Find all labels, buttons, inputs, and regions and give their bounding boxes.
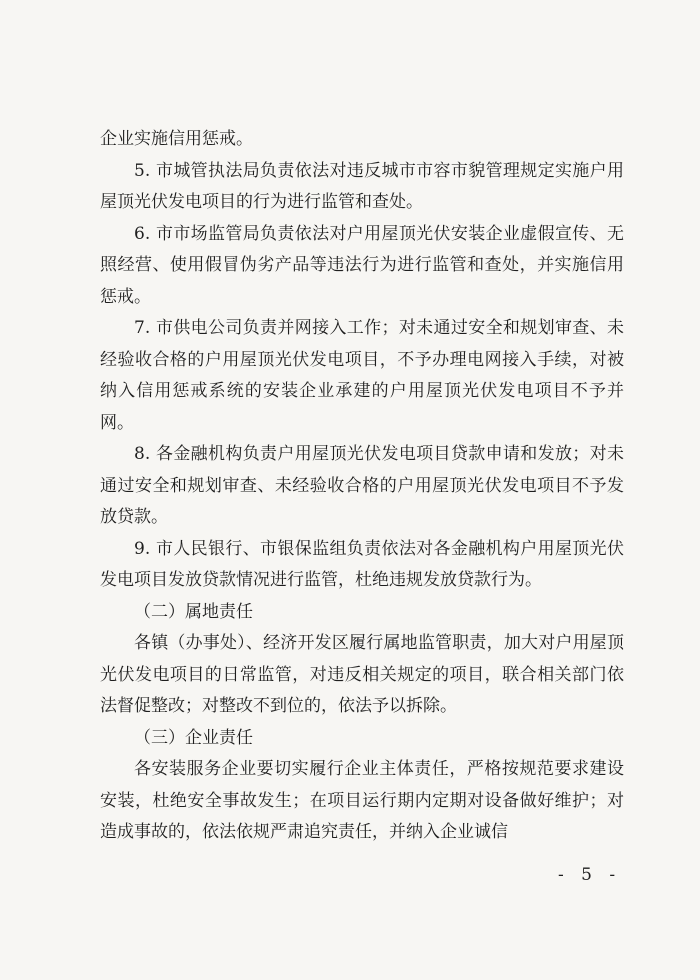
paragraph-item-5: 5. 市城管执法局负责依法对违反城市市容市貌管理规定实施户用屋顶光伏发电项目的行为进行监管和查处。 [100,160,624,212]
paragraph-territorial: 各镇（办事处）、经济开发区履行属地监管职责，加大对户用屋顶光伏发电项目的日常监管，对违反相关规定的项目，联合相关部门依法督促整改；对整改不到位的，依法予以拆除。 [100,633,624,716]
paragraph-continuation: 企业实施信用惩戒。 [100,129,253,149]
paragraph-enterprise: 各安装服务企业要切实履行企业主体责任，严格按规范要求建设安装，杜绝安全事故发生；在项目运行期内定期对设备做好维护；对造成事故的，依法依规严肃追究责任，并纳入企业诚信 [100,759,624,842]
document-body [100,124,624,849]
section-heading-territorial: （二）属地责任 [134,601,253,622]
paragraph-item-7: 7. 市供电公司负责并网接入工作；对未通过安全和规划审查、未经验收合格的户用屋顶光伏发电项目，不予办理电网接入手续，对被纳入信用惩戒系统的安装企业承建的户用屋顶光伏发电项目不予并网。 [100,318,624,433]
section-heading-enterprise: （三）企业责任 [134,727,253,748]
paragraph-item-9: 9. 市人民银行、市银保监组负责依法对各金融机构户用屋顶光伏发电项目发放贷款情况进行监管，杜绝违规发放贷款行为。 [100,538,624,590]
paragraph-item-6: 6. 市市场监管局负责依法对户用屋顶光伏安装企业虚假宣传、无照经营、使用假冒伪劣产品等违法行为进行监管和查处，并实施信用惩戒。 [100,223,624,307]
paragraph-item-8: 8. 各金融机构负责户用屋顶光伏发电项目贷款申请和发放；对未通过安全和规划审查、未经验收合格的户用屋顶光伏发电项目不予发放贷款。 [100,444,624,527]
page-number: - 5 - [558,865,622,885]
